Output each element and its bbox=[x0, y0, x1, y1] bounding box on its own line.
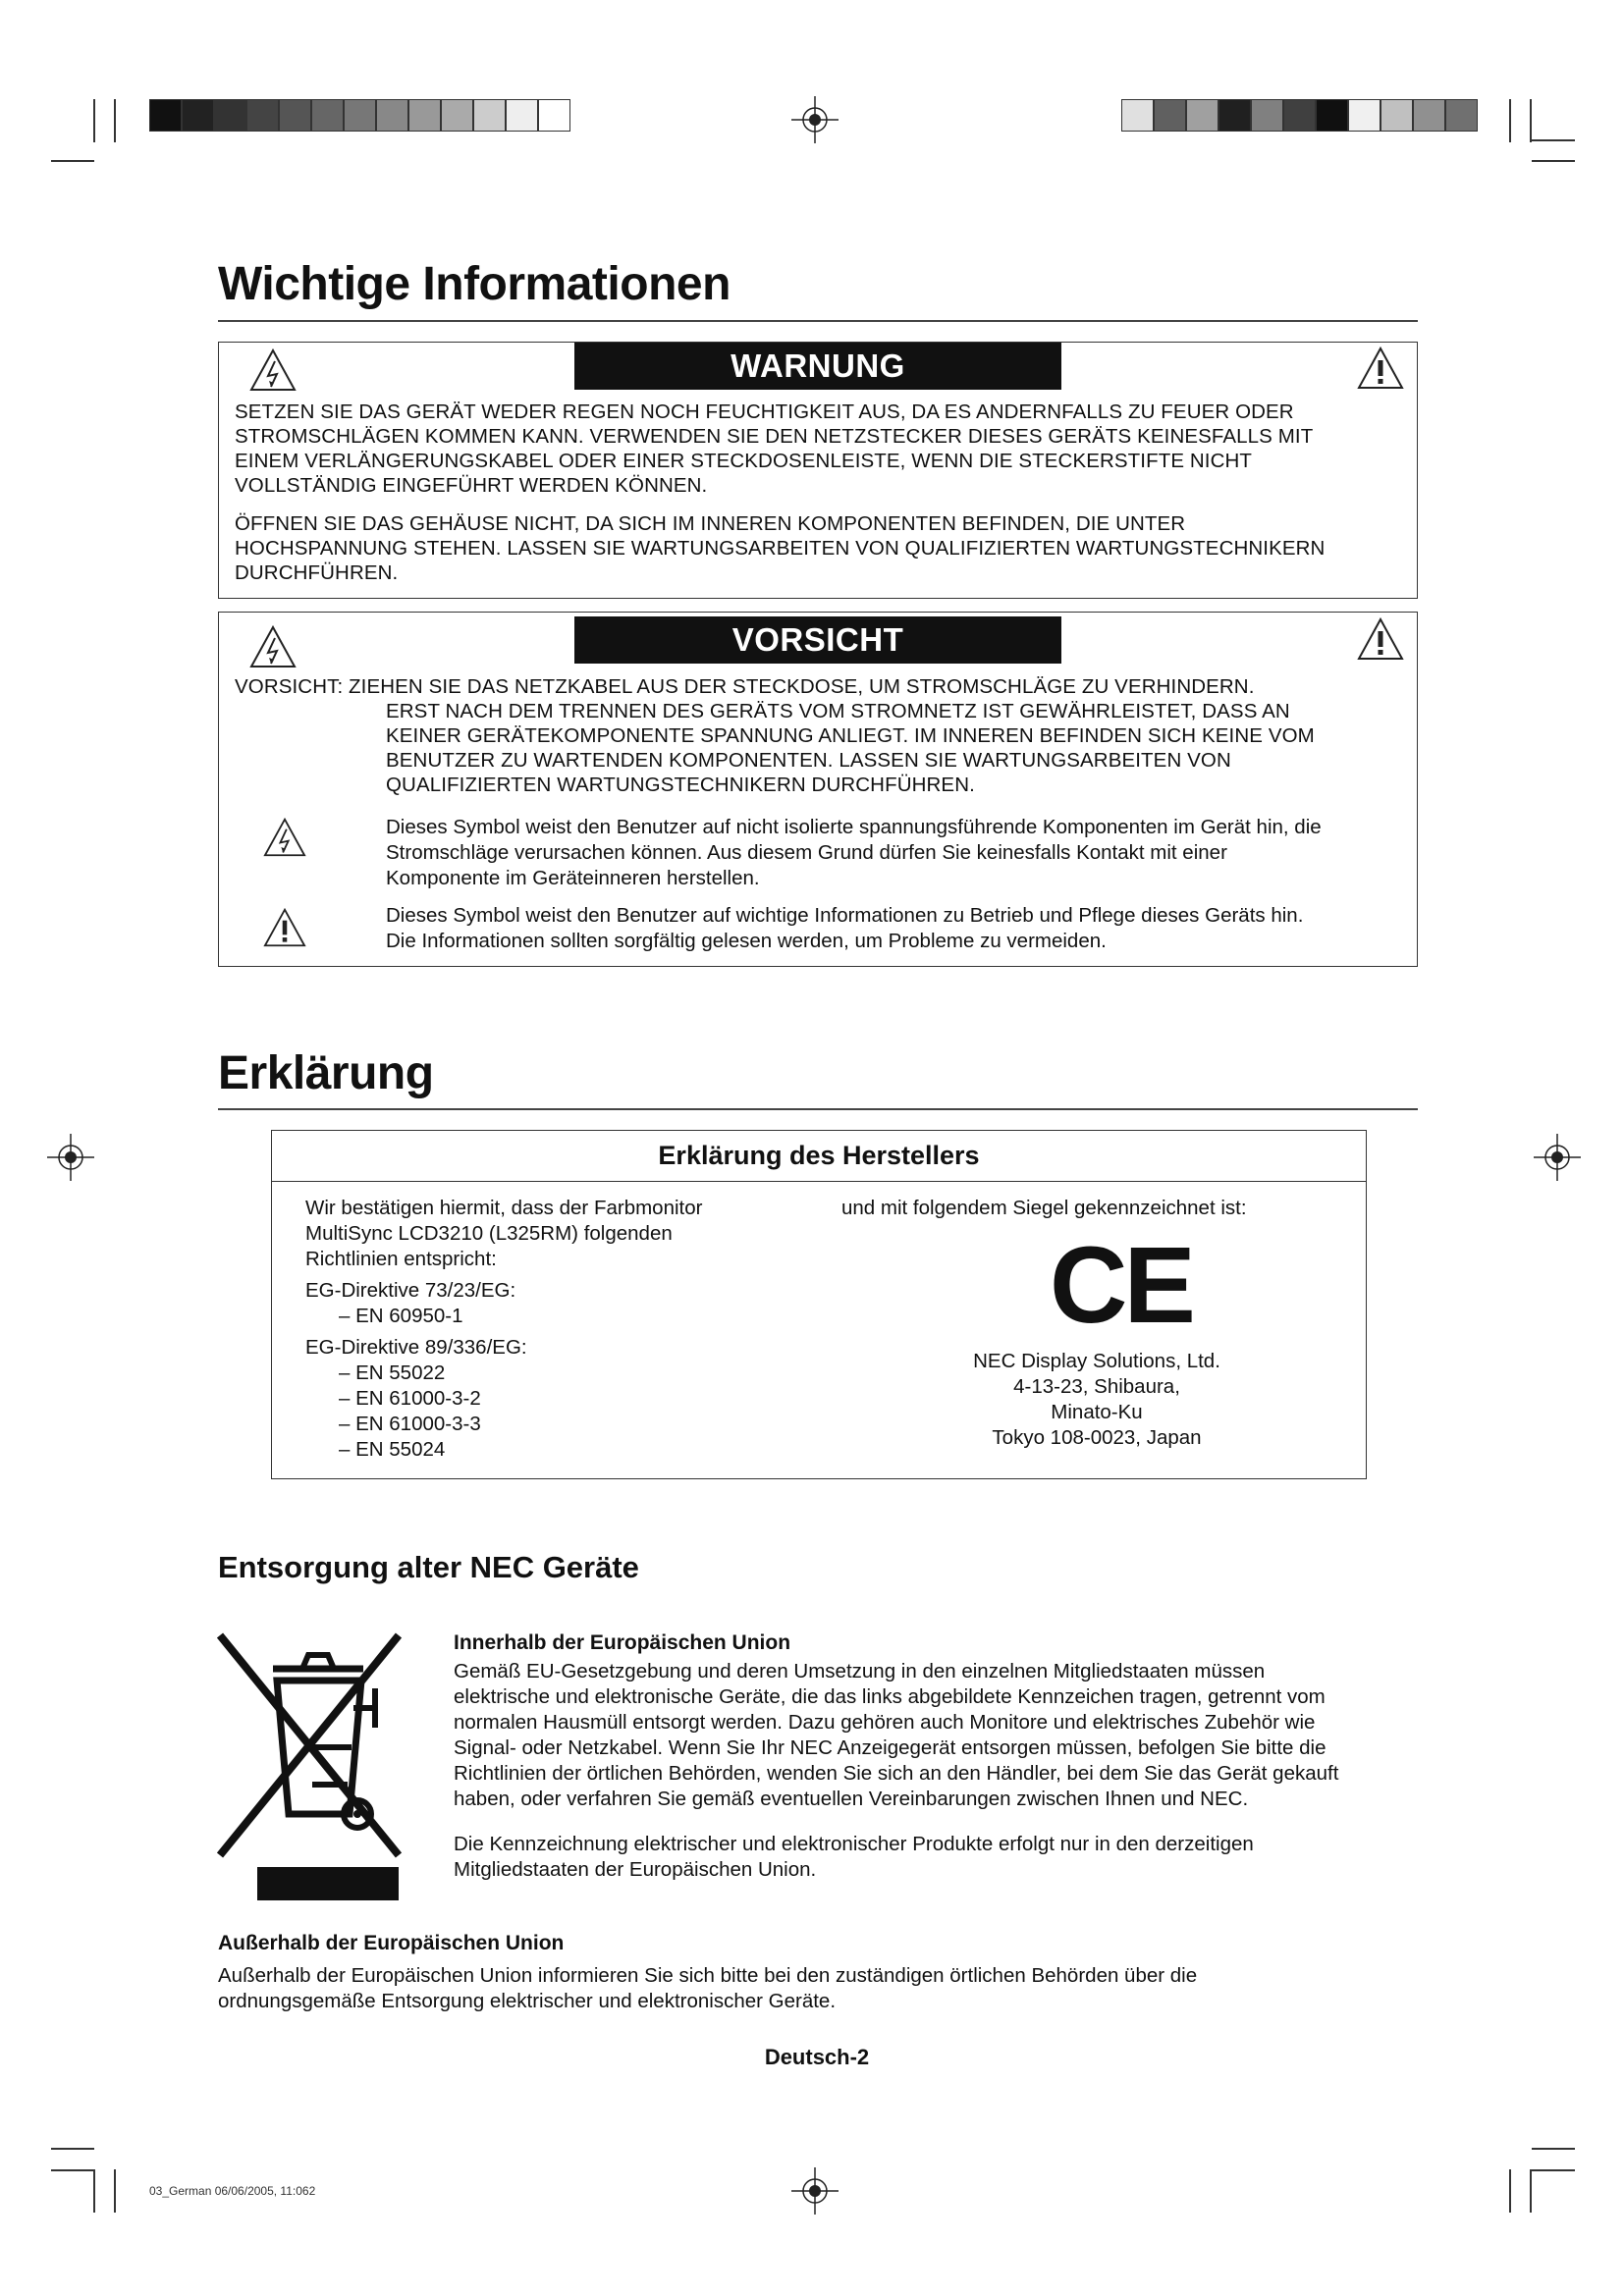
registration-mark-icon bbox=[791, 96, 839, 143]
page-number: Deutsch-2 bbox=[764, 2045, 870, 2069]
text-line: Minato-Ku bbox=[1051, 1401, 1143, 1423]
crossed-out-wheelie-bin-icon bbox=[216, 1629, 403, 1904]
text-line: Richtlinien entspricht: bbox=[305, 1248, 497, 1270]
standard-item: – EN 55024 bbox=[339, 1438, 446, 1461]
inside-eu-heading: Innerhalb der Europäischen Union bbox=[454, 1631, 791, 1654]
text-line: STROMSCHLÄGEN KOMMEN KANN. VERWENDEN SIE DEN NETZSTECKER DIESES GERÄTS KEINESFALLS MIT bbox=[235, 425, 1314, 448]
text-line: EINEM VERLÄNGERUNGSKABEL ODER EINER STECKDOSENLEISTE, WENN DIE STECKERSTIFTE NICHT bbox=[235, 450, 1253, 472]
manufacturer-declaration-box bbox=[271, 1130, 1367, 1479]
crop-mark bbox=[1532, 2148, 1575, 2150]
disposal-title: Entsorgung alter NEC Geräte bbox=[218, 1550, 639, 1584]
directive-label: EG-Direktive 89/336/EG: bbox=[305, 1336, 527, 1359]
directive-label: EG-Direktive 73/23/EG: bbox=[305, 1279, 516, 1302]
exclamation-symbol-icon bbox=[262, 907, 307, 948]
calibration-swatch bbox=[1121, 99, 1154, 132]
calibration-swatch bbox=[1154, 99, 1186, 132]
crop-mark bbox=[1530, 99, 1532, 142]
declaration-section-title: Erklärung bbox=[218, 1047, 434, 1099]
calibration-swatch bbox=[506, 99, 538, 132]
crop-mark bbox=[51, 2148, 94, 2150]
text-line: Mitgliedstaaten der Europäischen Union. bbox=[454, 1858, 817, 1881]
crop-mark bbox=[51, 2169, 94, 2171]
crop-mark bbox=[114, 99, 116, 142]
warning-paragraph-2 bbox=[235, 511, 1403, 585]
standard-item: – EN 61000-3-2 bbox=[339, 1387, 481, 1410]
declaration-box-title: Erklärung des Herstellers bbox=[272, 1131, 1366, 1182]
calibration-bar-left bbox=[149, 99, 570, 132]
declaration-right-intro: und mit folgendem Siegel gekennzeichnet ist: bbox=[841, 1197, 1247, 1219]
registration-mark-icon bbox=[791, 2167, 839, 2215]
crop-mark bbox=[1532, 2169, 1575, 2171]
text-line: Tokyo 108-0023, Japan bbox=[992, 1426, 1202, 1449]
text-line: SETZEN SIE DAS GERÄT WEDER REGEN NOCH FEUCHTIGKEIT AUS, DA ES ANDERNFALLS ZU FEUER ODER bbox=[235, 400, 1294, 423]
crop-mark bbox=[93, 2169, 95, 2213]
calibration-swatch bbox=[344, 99, 376, 132]
text-line: Dieses Symbol weist den Benutzer auf nicht isolierte spannungsführende Komponenten im Gerät hin, die bbox=[386, 816, 1322, 838]
text-line: Dieses Symbol weist den Benutzer auf wichtige Informationen zu Betrieb und Pflege dieses Geräts hin. bbox=[386, 904, 1304, 927]
text-line: VOLLSTÄNDIG EINGEFÜHRT WERDEN KÖNNEN. bbox=[235, 474, 708, 497]
calibration-bar-right bbox=[1121, 99, 1478, 132]
calibration-swatch bbox=[1413, 99, 1445, 132]
ce-mark-logo: CE bbox=[1050, 1225, 1192, 1346]
caution-lead: VORSICHT: ZIEHEN SIE DAS NETZKABEL AUS DER STECKDOSE, UM STROMSCHLÄGE ZU VERHINDERN. bbox=[235, 675, 1255, 698]
warning-banner: WARNUNG bbox=[574, 343, 1061, 390]
crop-mark bbox=[1509, 2169, 1511, 2213]
lightning-symbol-note bbox=[386, 815, 1412, 891]
exclamation-symbol-note bbox=[386, 903, 1412, 954]
crop-mark bbox=[1532, 160, 1575, 162]
crop-mark bbox=[1532, 139, 1575, 141]
text-line: Die Informationen sollten sorgfältig gelesen werden, um Probleme zu vermeiden. bbox=[386, 930, 1107, 952]
crop-mark bbox=[93, 99, 95, 142]
manufacturer-address bbox=[841, 1349, 1352, 1451]
calibration-swatch bbox=[408, 99, 441, 132]
calibration-swatch bbox=[311, 99, 344, 132]
lightning-warning-icon bbox=[248, 624, 298, 669]
calibration-swatch bbox=[1283, 99, 1316, 132]
text-line: haben, oder verfahren Sie gemäß eventuellen Vereinbarungen zwischen Ihnen und NEC. bbox=[454, 1788, 1249, 1810]
calibration-swatch bbox=[538, 99, 570, 132]
calibration-swatch bbox=[1445, 99, 1478, 132]
crop-mark bbox=[114, 2169, 116, 2213]
outside-eu-heading: Außerhalb der Europäischen Union bbox=[218, 1932, 565, 1954]
text-line: Gemäß EU-Gesetzgebung und deren Umsetzung in den einzelnen Mitgliedstaaten müssen bbox=[454, 1660, 1266, 1682]
text-line: ÖFFNEN SIE DAS GEHÄUSE NICHT, DA SICH IM INNEREN KOMPONENTEN BEFINDEN, DIE UNTER bbox=[235, 512, 1186, 535]
crop-mark bbox=[51, 160, 94, 162]
text-line: BENUTZER ZU WARTENDEN KOMPONENTEN. LASSEN SIE WARTUNGSARBEITEN VON bbox=[386, 749, 1231, 772]
calibration-swatch bbox=[1251, 99, 1283, 132]
calibration-swatch bbox=[182, 99, 214, 132]
inside-eu-paragraph-1 bbox=[454, 1659, 1416, 1812]
standard-item: – EN 61000-3-3 bbox=[339, 1413, 481, 1435]
declaration-left-column bbox=[305, 1196, 796, 1463]
calibration-swatch bbox=[473, 99, 506, 132]
caution-banner: VORSICHT bbox=[574, 616, 1061, 664]
text-line: MultiSync LCD3210 (L325RM) folgenden bbox=[305, 1222, 673, 1245]
caution-indented-text bbox=[386, 699, 1407, 797]
text-line: Außerhalb der Europäischen Union informieren Sie sich bitte bei den zuständigen örtlichen Behörden über die bbox=[218, 1964, 1198, 1987]
text-line: ordnungsgemäße Entsorgung elektrischer und elektronischer Geräte. bbox=[218, 1990, 837, 2012]
text-line: Komponente im Geräteinneren herstellen. bbox=[386, 867, 760, 889]
exclamation-warning-icon bbox=[1356, 616, 1405, 662]
declaration-rule bbox=[218, 1108, 1418, 1110]
caution-box bbox=[218, 612, 1418, 967]
crop-mark bbox=[1530, 2169, 1532, 2213]
outside-eu-paragraph bbox=[218, 1963, 1416, 2014]
text-line: KEINER GERÄTEKOMPONENTE SPANNUNG ANLIEGT. IM INNEREN BEFINDEN SICH KEINE VOM bbox=[386, 724, 1315, 747]
inside-eu-paragraph-2 bbox=[454, 1832, 1416, 1883]
lightning-warning-icon bbox=[248, 347, 298, 393]
text-line: Wir bestätigen hiermit, dass der Farbmonitor bbox=[305, 1197, 703, 1219]
standard-item: – EN 60950-1 bbox=[339, 1305, 463, 1327]
standard-item: – EN 55022 bbox=[339, 1362, 446, 1384]
calibration-swatch bbox=[1316, 99, 1348, 132]
calibration-swatch bbox=[1380, 99, 1413, 132]
exclamation-warning-icon bbox=[1356, 346, 1405, 391]
calibration-swatch bbox=[246, 99, 279, 132]
calibration-swatch bbox=[1218, 99, 1251, 132]
calibration-swatch bbox=[1348, 99, 1380, 132]
calibration-swatch bbox=[279, 99, 311, 132]
page-title: Wichtige Informationen bbox=[218, 258, 731, 310]
registration-mark-icon bbox=[1534, 1134, 1581, 1181]
text-line: Stromschläge verursachen können. Aus diesem Grund dürfen Sie keinesfalls Kontakt mit einer bbox=[386, 841, 1227, 864]
lightning-symbol-icon bbox=[262, 817, 307, 858]
text-line: elektrische und elektronische Geräte, die das links abgebildete Kennzeichen tragen, getrennt vom bbox=[454, 1685, 1326, 1708]
text-line: Richtlinien der örtlichen Behörden, wenden Sie sich an den Händler, bei dem Sie das Gerät gekauft bbox=[454, 1762, 1339, 1785]
text-line: Die Kennzeichnung elektrischer und elektronischer Produkte erfolgt nur in den derzeitigen bbox=[454, 1833, 1254, 1855]
text-line: QUALIFIZIERTEN WARTUNGSTECHNIKERN DURCHFÜHREN. bbox=[386, 774, 975, 796]
text-line: ERST NACH DEM TRENNEN DES GERÄTS VOM STROMNETZ IST GEWÄHRLEISTET, DASS AN bbox=[386, 700, 1290, 722]
calibration-swatch bbox=[376, 99, 408, 132]
text-line: NEC Display Solutions, Ltd. bbox=[973, 1350, 1220, 1372]
title-rule bbox=[218, 320, 1418, 322]
crop-mark bbox=[1509, 99, 1511, 142]
text-line: Signal- oder Netzkabel. Wenn Sie Ihr NEC Anzeigegerät entsorgen müssen, befolgen Sie bitte die bbox=[454, 1736, 1326, 1759]
calibration-swatch bbox=[441, 99, 473, 132]
text-line: DURCHFÜHREN. bbox=[235, 561, 399, 584]
warning-box bbox=[218, 342, 1418, 599]
calibration-swatch bbox=[1186, 99, 1218, 132]
calibration-swatch bbox=[214, 99, 246, 132]
text-line: normalen Hausmüll entsorgt werden. Dazu gehören auch Monitore und elektrisches Zubehör wie bbox=[454, 1711, 1316, 1734]
calibration-swatch bbox=[149, 99, 182, 132]
text-line: 4-13-23, Shibaura, bbox=[1013, 1375, 1180, 1398]
text-line: HOCHSPANNUNG STEHEN. LASSEN SIE WARTUNGSARBEITEN VON QUALIFIZIERTEN WARTUNGSTECHNIKERN bbox=[235, 537, 1326, 560]
warning-paragraph-1 bbox=[235, 400, 1403, 498]
registration-mark-icon bbox=[47, 1134, 94, 1181]
print-slug: 03_German 06/06/2005, 11:062 bbox=[149, 2184, 316, 2198]
